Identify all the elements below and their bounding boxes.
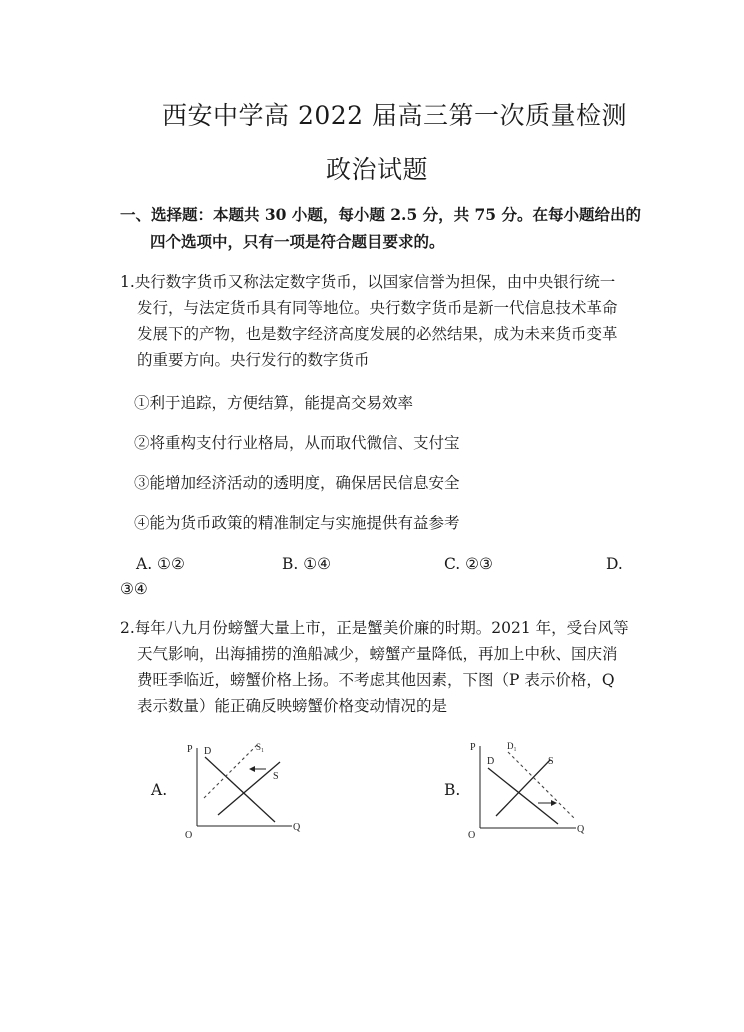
q1-item-3: ③能增加经济活动的透明度，确保居民信息安全 [134,474,460,492]
q1-option-d-value: ③④ [120,580,148,598]
section-header-line2: 四个选项中，只有一项是符合题目要求的。 [150,232,445,251]
q2-stem-line3: 费旺季临近，螃蟹价格上扬。不考虑其他因素，下图（P 表示价格，Q [137,671,615,689]
q2-diagram-b [462,738,592,840]
supply-label-s: S [548,756,554,767]
supply-curve-s [218,762,280,815]
demand-curve-d [205,757,275,822]
p-axis-label: P [187,744,193,755]
origin-label: O [185,830,193,840]
q2-stem-line2: 天气影响，出海捕捞的渔船减少，螃蟹产量降低，再加上中秋、国庆消 [137,645,618,663]
supply-label-s1: S₁ [256,742,265,752]
p-axis-label: P [470,742,476,753]
q1-item-1: ①利于追踪，方便结算，能提高交易效率 [134,394,414,412]
q2-option-b-label: B. [444,781,461,799]
demand-curve-d1 [508,752,574,818]
page-title: 西安中学高 2022 届高三第一次质量检测 [162,101,628,130]
q-axis-label: Q [577,824,585,835]
q1-option-a: A. ①② [136,555,185,573]
q1-option-d: D. [606,555,623,573]
q1-item-4: ④能为货币政策的精准制定与实施提供有益参考 [134,514,460,532]
demand-label-d: D [204,746,212,757]
supply-label-s: S [273,771,279,782]
q2-option-a-label: A. [151,781,168,799]
supply-curve-s1 [204,745,257,798]
demand-label-d: D [487,756,495,767]
demand-curve-d [488,768,558,824]
q2-stem-line1: 2.每年八九月份螃蟹大量上市，正是蟹美价廉的时期。2021 年，受台风等 [120,619,629,637]
demand-label-d1: D₁ [507,741,517,751]
q2-stem-line4: 表示数量）能正确反映螃蟹价格变动情况的是 [137,697,448,715]
q1-stem-line3: 发展下的产物，也是数字经济高度发展的必然结果，成为未来货币变革 [137,325,618,343]
q2-diagram-a [180,740,310,840]
section-header-line1: 一、选择题：本题共 30 小题，每小题 2.5 分，共 75 分。在每小题给出的 [120,205,641,224]
q-axis-label: Q [293,822,301,833]
q1-stem-line2: 发行，与法定货币具有同等地位。央行数字货币是新一代信息技术革命 [137,299,618,317]
page-subtitle: 政治试题 [326,155,429,184]
supply-curve-s [496,760,550,816]
q1-item-2: ②将重构支付行业格局，从而取代微信、支付宝 [134,434,460,452]
q1-option-c: C. ②③ [444,555,493,573]
q1-stem-line1: 1.央行数字货币又称法定数字货币，以国家信誉为担保，由中央银行统一 [120,273,616,291]
q1-stem-line4: 的重要方向。央行发行的数字货币 [137,351,370,369]
origin-label: O [468,830,476,840]
q1-option-b: B. ①④ [282,555,332,573]
